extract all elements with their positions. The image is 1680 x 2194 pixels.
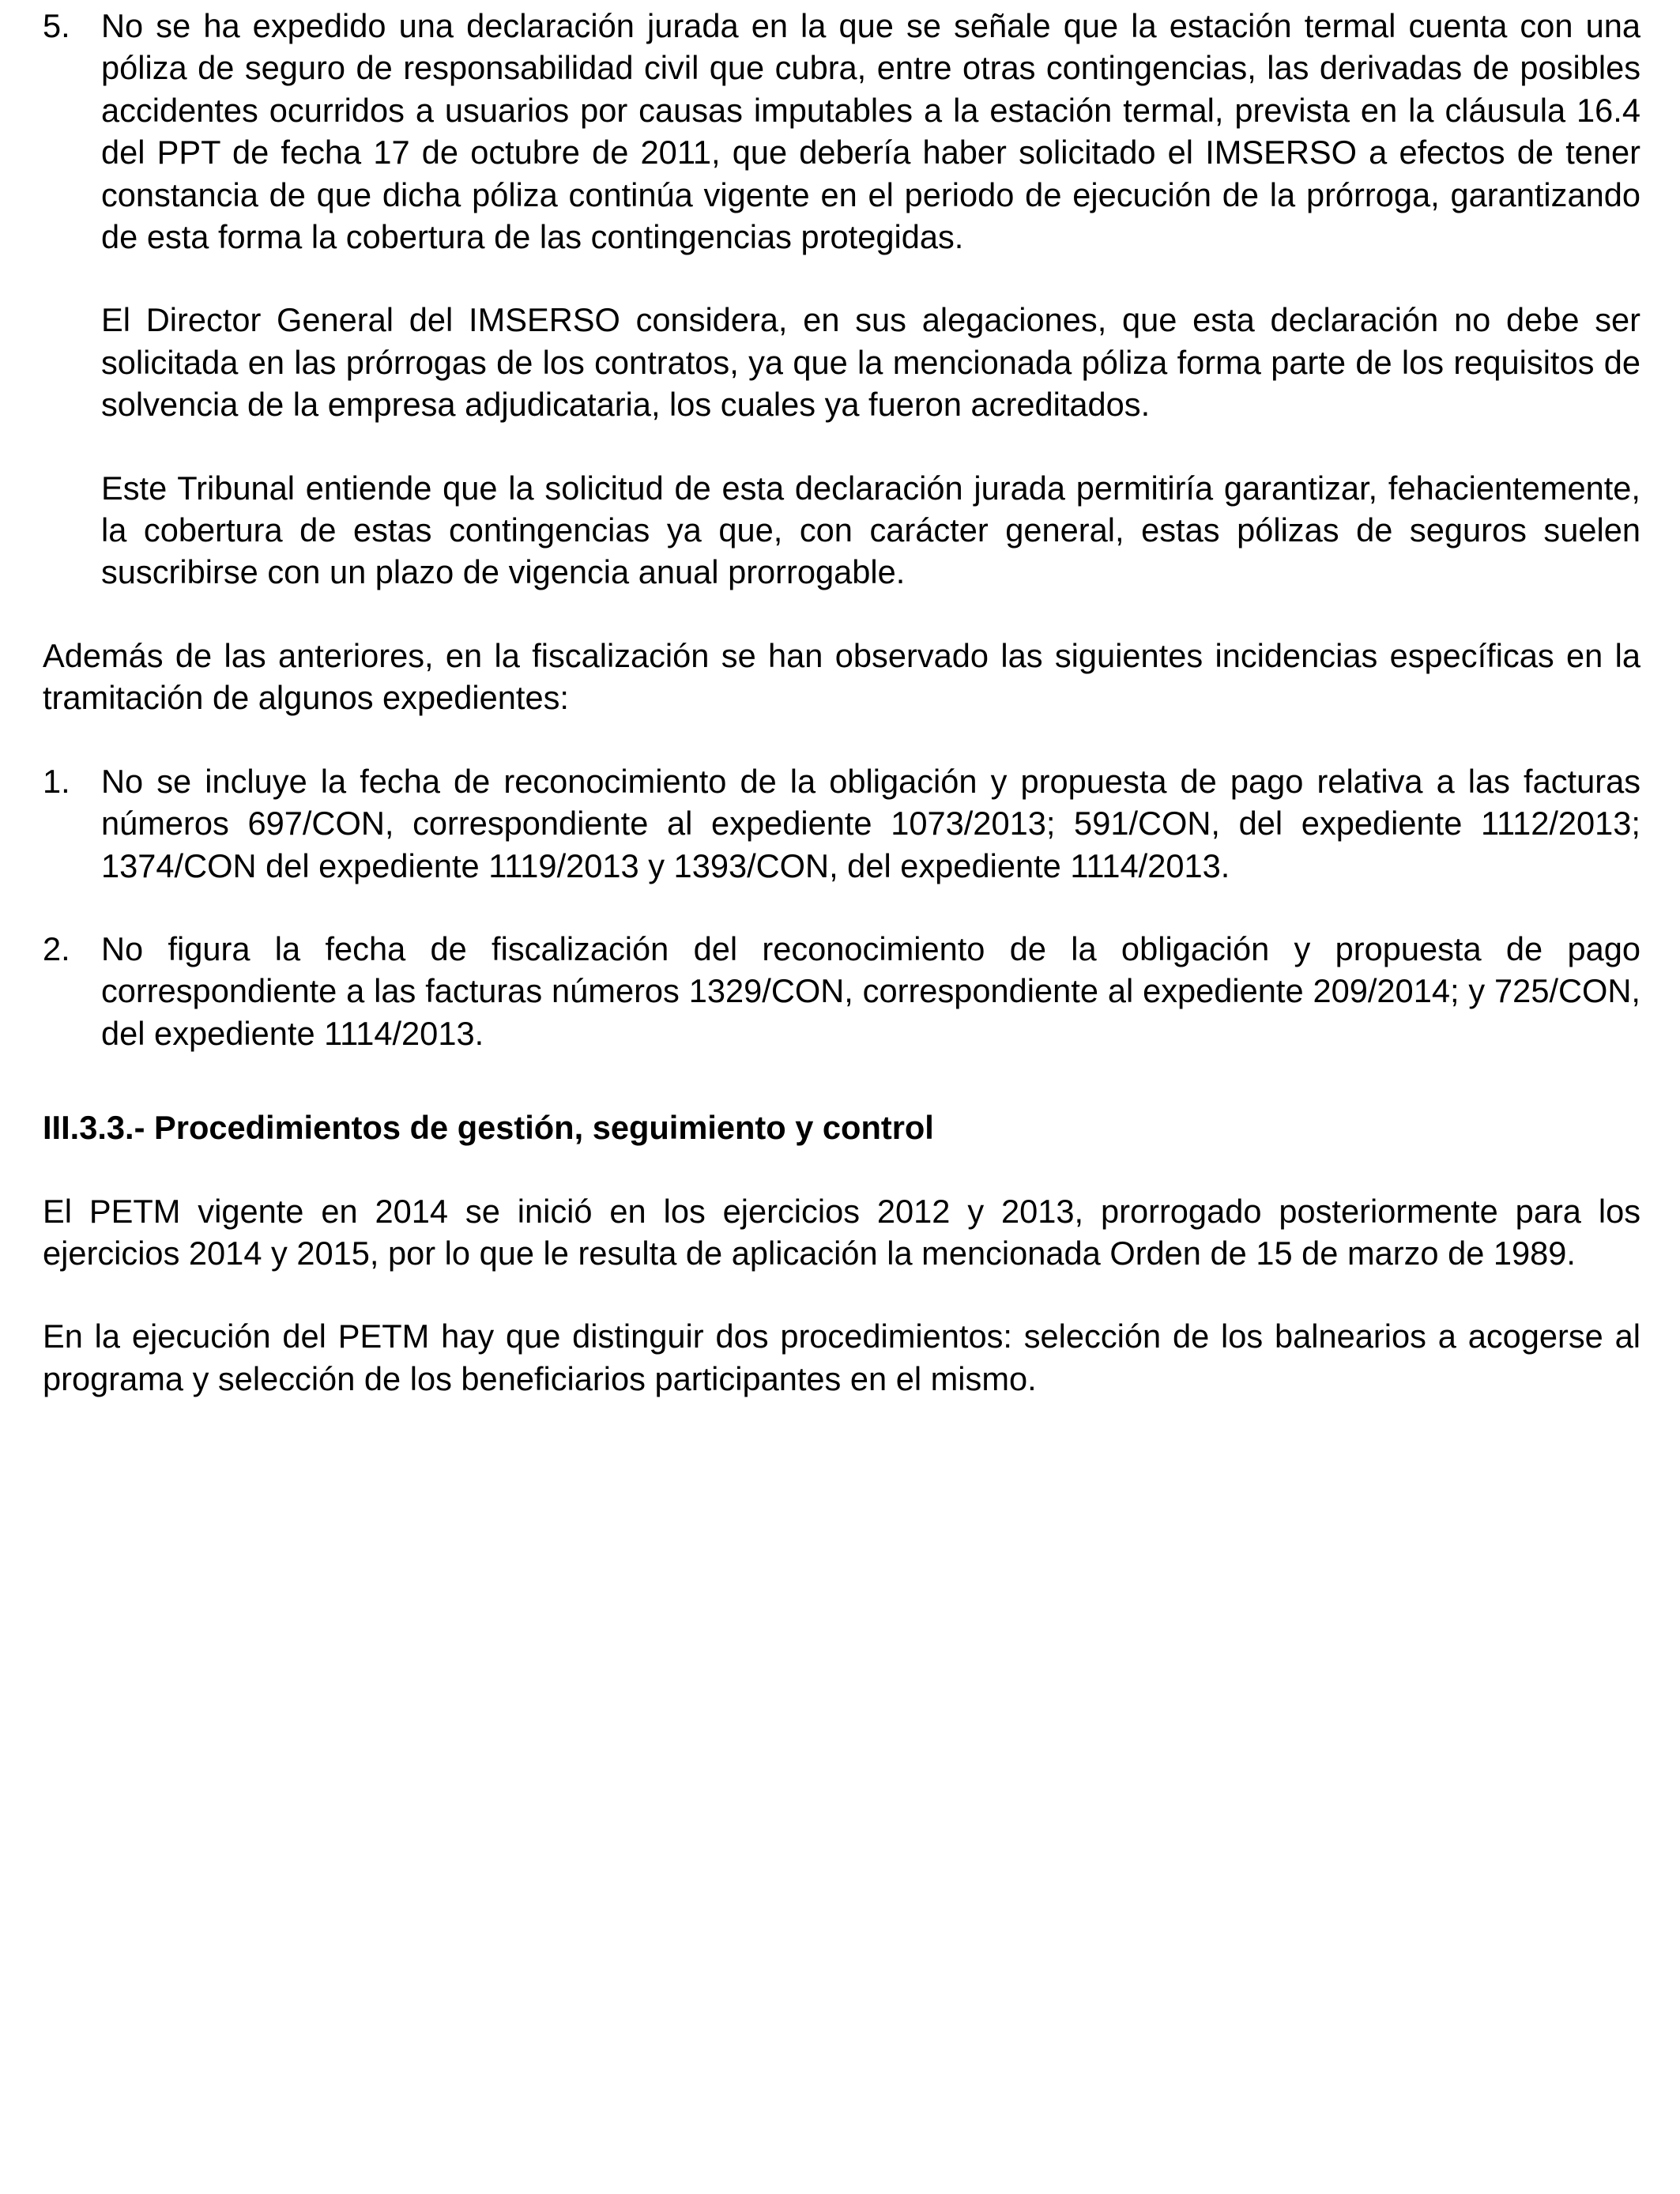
section-heading: III.3.3.- Procedimientos de gestión, seguimiento y control: [43, 1109, 934, 1147]
paragraph-petm-vigente: El PETM vigente en 2014 se inició en los ejercicios 2012 y 2013, prorrogado posteriormente para los ejercicios 2014 y 2015, por lo que le resulta de aplicación la mencionada Orden de 15 de marzo de 1989.: [43, 1192, 1640, 1272]
paragraph-tribunal: Este Tribunal entiende que la solicitud de esta declaración jurada permitiría garantizar, fehacientemente, la cobertura de estas contingencias ya que, con carácter general, estas pólizas de seguros suelen suscribirse con un plazo de vigencia anual prorrogable.: [101, 469, 1640, 591]
list-number: 2.: [43, 929, 70, 967]
list-item: [43, 760, 1640, 887]
list-item-text: No se ha expedido una declaración jurada en la que se señale que la estación termal cuenta con una póliza de seguro de responsabilidad civil que cubra, entre otras contingencias, las derivadas de posibles accidentes ocurridos a usuarios por causas imputables a la estación termal, prevista en la cláusula 16.4 del PPT de fecha 17 de octubre de 2011, que debería haber solicitado el IMSERSO a efectos de tener constancia de que dicha póliza continúa vigente en el periodo de ejecución de la prórroga, garantizando de esta forma la cobertura de las contingencias protegidas.: [101, 7, 1640, 256]
list-item: [43, 928, 1640, 1054]
list-number: 5.: [43, 7, 70, 44]
list-item-text: No figura la fecha de fiscalización del reconocimiento de la obligación y propuesta de pago correspondiente a las facturas números 1329/CON, correspondiente al expediente 209/2014; y 725/CON, del expediente 1114/2013.: [101, 929, 1640, 1052]
document-page: [43, 5, 1640, 1400]
paragraph-intro-incidencias: Además de las anteriores, en la fiscalización se han observado las siguientes incidencias específicas en la tramitación de algunos expedientes:: [43, 636, 1640, 717]
paragraph-petm-procedimientos: En la ejecución del PETM hay que distinguir dos procedimientos: selección de los balnearios a acogerse al programa y selección de los beneficiarios participantes en el mismo.: [43, 1318, 1640, 1397]
list-item-5: [43, 5, 1640, 258]
paragraph-director-general: El Director General del IMSERSO considera, en sus alegaciones, que esta declaración no debe ser solicitada en las prórrogas de los contratos, ya que la mencionada póliza forma parte de los requisitos de solvencia de la empresa adjudicataria, los cuales ya fueron acreditados.: [101, 301, 1640, 424]
list-number: 1.: [43, 762, 70, 800]
list-item-text: No se incluye la fecha de reconocimiento de la obligación y propuesta de pago relativa a las facturas números 697/CON, correspondiente al expediente 1073/2013; 591/CON, del expediente 1112/2013; 1374/CON del expediente 1119/2013 y 1393/CON, del expediente 1114/2013.: [101, 762, 1640, 884]
